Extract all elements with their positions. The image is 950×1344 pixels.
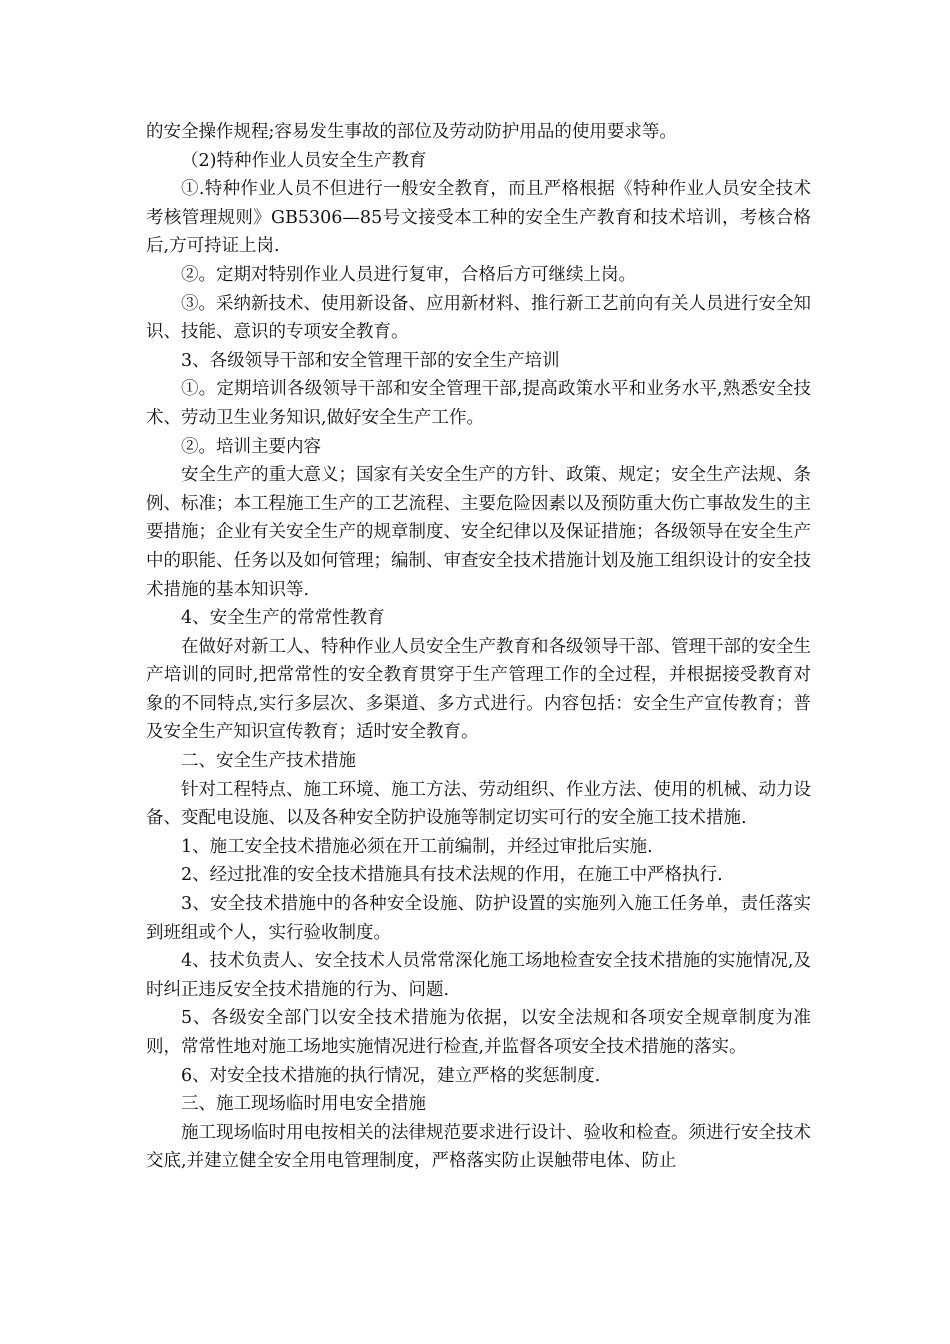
paragraph: 在做好对新工人、特种作业人员安全生产教育和各级领导干部、管理干部的安全生产培训的同时,把常常性的安全教育贯穿于生产管理工作的全过程，并根据接受教育对象的不同特点,实行多层次、多渠道、多方式进行。内容包括：安全生产宣传教育；普及安全生产知识宣传教育；适时安全教育。 (146, 636, 811, 743)
paragraph: 施工现场临时用电按相关的法律规范要求进行设计、验收和检查。须进行安全技术交底,并建立健全安全用电管理制度，严格落实防止误触带电体、防止 (146, 1122, 811, 1172)
section-heading: 3、各级领导干部和安全管理干部的安全生产培训 (181, 350, 560, 371)
section-heading: 二、安全生产技术措施 (181, 751, 356, 772)
paragraph: 1、施工安全技术措施必须在开工前编制，并经过审批后实施. (181, 836, 653, 857)
paragraph: 的安全操作规程;容易发生事故的部位及劳动防护用品的使用要求等。 (146, 122, 677, 142)
document-page (146, 118, 811, 1176)
paragraph: 针对工程特点、施工环境、施工方法、劳动组织、作业方法、使用的机械、动力设备、变配电设施、以及各种安全防护设施等制定切实可行的安全施工技术措施. (146, 779, 811, 829)
paragraph: ①。定期培训各级领导干部和安全管理干部,提高政策水平和业务水平,熟悉安全技术、劳动卫生业务知识,做好安全生产工作。 (146, 379, 811, 428)
paragraph: 安全生产的重大意义；国家有关安全生产的方针、政策、规定；安全生产法规、条例、标准；本工程施工生产的工艺流程、主要危险因素以及预防重大伤亡事故发生的主要措施；企业有关安全生产的规章制度、安全纪律以及保证措施；各级领导在安全生产中的职能、任务以及如何管理；编制、审查安全技术措施计划及施工组织设计的安全技术措施的基本知识等. (146, 465, 811, 600)
paragraph: 6、对安全技术措施的执行情况，建立严格的奖惩制度. (181, 1065, 601, 1086)
paragraph: 3、安全技术措施中的各种安全设施、防护设置的实施列入施工任务单，责任落实到班组或个人，实行验收制度。 (146, 894, 811, 943)
paragraph: ③。采纳新技术、使用新设备、应用新材料、推行新工艺前向有关人员进行安全知识、技能、意识的专项安全教育。 (146, 293, 811, 343)
paragraph: ②。培训主要内容 (181, 436, 321, 457)
section-heading: 4、安全生产的常常性教育 (181, 608, 385, 629)
paragraph: 4、技术负责人、安全技术人员常常深化施工场地检查安全技术措施的实施情况,及时纠正违反安全技术措施的行为、问题. (146, 951, 811, 1000)
section-heading: 三、施工现场临时用电安全措施 (181, 1094, 426, 1115)
paragraph: ②。定期对特别作业人员进行复审，合格后方可继续上岗。 (181, 264, 636, 285)
paragraph: 5、各级安全部门以安全技术措施为依据，以安全法规和各项安全规章制度为准则，常常性地对施工场地实施情况进行检查,并监督各项安全技术措施的落实。 (146, 1008, 811, 1057)
paragraph: ①.特种作业人员不但进行一般安全教育，而且严格根据《特种作业人员安全技术考核管理规则》GB5306—85号文接受本工种的安全生产教育和技术培训，考核合格后,方可持证上岗. (146, 179, 811, 257)
paragraph: 2、经过批准的安全技术措施具有技术法规的作用，在施工中严格执行. (181, 865, 723, 886)
section-heading: （2)特种作业人员安全生产教育 (181, 150, 427, 171)
